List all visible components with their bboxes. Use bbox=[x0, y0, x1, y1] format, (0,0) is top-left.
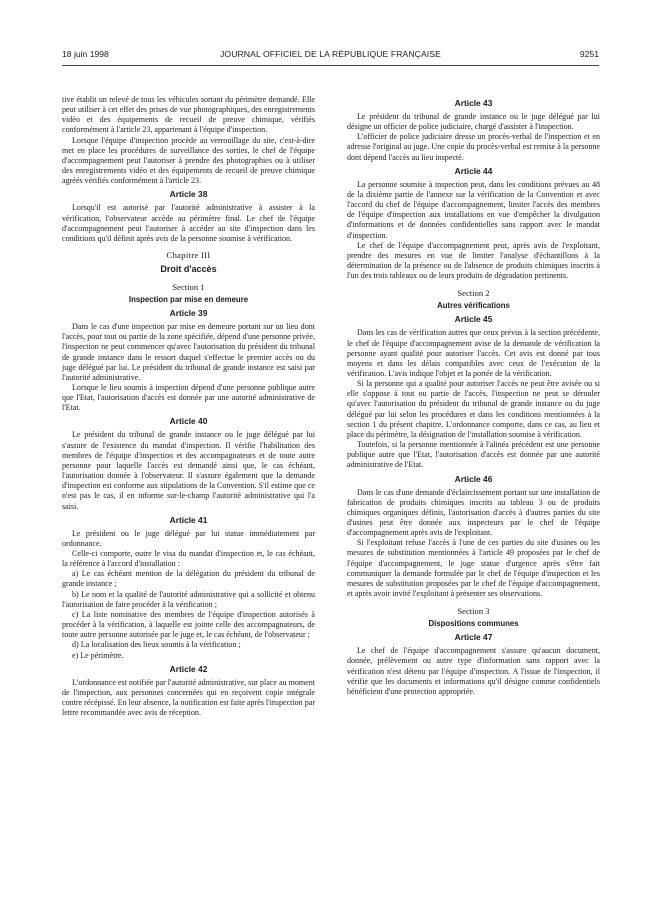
paragraph: Lorsque le lieu soumis à inspection dépend d'une personne publique autre que l'Etat, l'autorisation d'accès est donnée par une autorité administrative de l'Etat. bbox=[62, 382, 315, 413]
article-heading: Article 40 bbox=[169, 416, 208, 427]
header-rule bbox=[62, 65, 599, 66]
page-header bbox=[62, 49, 599, 63]
section-title: Dispositions communes bbox=[428, 619, 519, 629]
article-heading: Article 45 bbox=[454, 314, 493, 325]
article-heading: Article 46 bbox=[454, 473, 493, 484]
chapter-title: Droit d'accès bbox=[160, 264, 217, 275]
right-column bbox=[347, 95, 600, 885]
article-heading: Article 38 bbox=[169, 189, 208, 200]
paragraph: Le président du tribunal de grande instance ou le juge délégué par lui s'assure de l'existence du mandat d'inspection. Il vérifie l'habilitation des membres de l'équipe d'inspection et des accompagnateurs et de toute autre personne pour laquelle l'accès est demandé ainsi que, le cas échéant, l'autorisation donnée à l'observateur. Il s'assure également que la demande d'inspection est conforme aux stipulations de la Convention. S'il estime que ce n'est pas le cas, il en informe sur-le-champ l'autorité administrative qui l'a saisi. bbox=[62, 430, 315, 511]
article-heading: Article 39 bbox=[169, 308, 208, 319]
article-heading: Article 41 bbox=[169, 514, 208, 525]
section-heading: Section 2 bbox=[457, 288, 490, 299]
paragraph: Si la personne qui a qualité pour autoriser l'accès ne peut être avisée ou si elle s'oppose à tout ou partie de l'accès, l'inspection ne peut se dérouler qu'avec l'autorisation du président du tribunal de grande instance ou du juge délégué par lui selon les procédures et dans les conditions mentionnées à la section 1 du présent chapitre. L'ordonnance comporte, dans ce cas, au lieu et place du périmètre, la désignation de l'installation soumise à vérification. bbox=[347, 379, 600, 439]
article-heading: Article 42 bbox=[169, 663, 208, 674]
article-heading: Article 43 bbox=[454, 98, 493, 108]
article-heading: Article 44 bbox=[454, 165, 493, 176]
journal-title: JOURNAL OFFICIEL DE LA RÉPUBLIQUE FRANÇAISE bbox=[220, 49, 441, 59]
paragraph: b) Le nom et la qualité de l'autorité administrative qui a sollicité et obtenu l'autorisation de faire procéder à la vérification ; bbox=[62, 589, 315, 609]
paragraph: L'ordonnance est notifiée par l'autorité administrative, sur place au moment de l'inspection, aux personnes concernées qui en reçoivent copie intégrale contre récépissé. En leur absence, la notification est faite après l'inspection par lettre recommandée avec avis de réception. bbox=[62, 677, 315, 718]
paragraph: Lorsqu'il est autorisé par l'autorité administrative à assister à la vérification, l'observateur accède au périmètre final. Le chef de l'équipe d'accompagnement peut l'autoriser à accéder au site d'inspection dans les conditions qu'il définit après avis de la personne soumise à vérification. bbox=[62, 203, 315, 243]
paragraph: Dans le cas d'une inspection par mise en demeure portant sur un lieu dont l'accès, pour tout ou partie de la zone spécifiée, dépend d'une personne privée, l'inspection ne peut commencer qu'avec l'autorisation du président du tribunal de grande instance dans le ressort duquel s'effectue le premier accès ou du juge délégué par lui. Le président du tribunal de grande instance est saisi par l'autorité administrative. bbox=[62, 322, 315, 382]
paragraph: Le chef de l'équipe d'accompagnement peut, après avis de l'exploitant, prendre des mesures en vue de limiter l'analyse d'échantillons à la détermination de la présence ou de l'absence de produits chimiques inscrits à l'un des trois tableaux ou de leurs produits de dégradation pertinents. bbox=[347, 240, 600, 281]
section-title: Autres vérifications bbox=[437, 301, 510, 311]
paragraph: Lorsque l'équipe d'inspection procède au verrouillage du site, c'est-à-dire met en place les procédures de surveillance des sorties, le chef de l'équipe d'accompagnement peut l'autoriser à prendre des photographies ou à utiliser des enregistrements vidéo et des équipements de recueil de preuve chimique agréés vérifiés conformément à l'article 23. bbox=[62, 135, 315, 186]
paragraph: L'officier de police judiciaire dresse un procès-verbal de l'inspection et en adresse l'original au juge. Une copie du procès-verbal est remise à la personne dont dépend l'accès au lieu inspecté. bbox=[347, 132, 600, 162]
page-number: 9251 bbox=[579, 49, 599, 59]
article-heading: Article 47 bbox=[454, 632, 493, 643]
section-heading: Section 3 bbox=[457, 606, 490, 617]
paragraph: Le chef de l'équipe d'accompagnement s'assure qu'aucun document, donnée, prélèvement ou autre type d'information sans rapport avec la vérification n'est détenu par l'équipe d'inspection. A l'issue de l'inspection, il vérifie que les documents et informations qu'il désigne comme confidentiels bénéficient d'une protection appropriée. bbox=[347, 646, 600, 696]
section-heading: Section 1 bbox=[172, 282, 205, 293]
paragraph: e) Le périmètre. bbox=[72, 650, 124, 660]
paragraph: Le président ou le juge délégué par lui statue immédiatement par ordonnance. bbox=[62, 528, 315, 548]
section-title: Inspection par mise en demeure bbox=[128, 295, 249, 305]
paragraph: tive établit un relevé de tous les véhicules sortant du périmètre demandé. Elle peut utiliser à cet effet des prises de vue photographiques, des enregistrements vidéo et des équipements de recueil de preuve chimique, vérifiés conformément à l'article 23, appartenant à l'équipe d'inspection. bbox=[62, 95, 315, 135]
chapter-heading: Chapitre III bbox=[166, 250, 211, 261]
paragraph: La personne soumise à inspection peut, dans les conditions prévues au 48 de la dixième partie de l'annexe sur la vérification de la Convention et avec l'accord du chef de l'équipe d'accompagnement, limiter l'accès des membres de l'équipe d'inspection aux installations en vue d'empêcher la divulgation d'informations et de données confidentielles sans rapport avec le mandat d'inspection. bbox=[347, 179, 600, 240]
left-column bbox=[62, 95, 315, 885]
paragraph: Toutefois, si la personne mentionnée à l'alinéa précédent est une personne publique autre que l'Etat, l'autorisation d'accès est donnée par une autorité administrative de l'Etat. bbox=[347, 440, 600, 470]
paragraph: c) La liste nominative des membres de l'équipe d'inspection autorisés à procéder à la vérification, à laquelle est jointe celle des accompagnateurs, de toute autre personne autorisée par le juge et, le cas échéant, de l'observateur ; bbox=[62, 609, 315, 640]
paragraph: Dans le cas d'une demande d'éclaircissement portant sur une installation de fabrication de produits chimiques inscrits au tableau 3 ou de produits chimiques organiques définis, l'autorisation d'accès à d'autres parties du site d'usines peut être donnée aux inspecteurs par le chef de l'équipe d'accompagnement après avis de l'exploitant. bbox=[347, 487, 600, 538]
paragraph: d) La localisation des lieux soumis à la vérification ; bbox=[72, 640, 241, 650]
header-date: 18 juin 1998 bbox=[62, 49, 109, 59]
paragraph: Dans les cas de vérification autres que ceux prévus à la section précédente, le chef de l'équipe d'accompagnement avise de la demande de vérification la personne ayant qualité pour autoriser l'accès. Cet avis est donné par tous moyens et dans les délais compatibles avec ceux de l'exécution de la vérification. L'avis indique l'objet et la portée de la vérification. bbox=[347, 328, 600, 378]
paragraph: a) Le cas échéant mention de la délégation du président du tribunal de grande instance ; bbox=[62, 569, 315, 589]
paragraph: Celle-ci comporte, outre le visa du mandat d'inspection et, le cas échéant, la référence à l'accord d'installation : bbox=[62, 549, 315, 569]
paragraph: Le président du tribunal de grande instance ou le juge délégué par lui désigne un officier de police judiciaire, chargé d'assister à l'inspection. bbox=[347, 112, 600, 132]
paragraph: Si l'exploitant refuse l'accès à l'une de ces parties du site d'usines ou les mesures de substitution mentionnées à l'article 49 proposées par le chef de l'équipe d'accompagnement, le juge statue d'urgence après s'être fait communiquer la demande formulée par le chef de l'équipe d'inspection et les mesures de substitution proposées par le chef de l'équipe d'accompagnement, et après avoir invité l'exploitant à présenter ses observations. bbox=[347, 538, 600, 599]
